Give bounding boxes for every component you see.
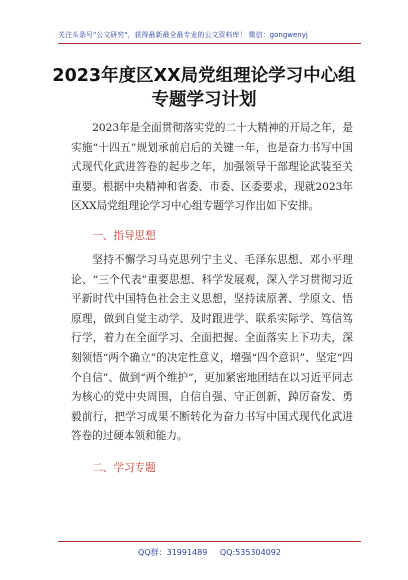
footer-qq: QQ:535304092: [219, 548, 281, 557]
header-banner[interactable]: 关注头条号"公文研究"，获得最新最全最专业的公文资料库！ 微信：gongwenyj: [58, 31, 308, 39]
header-divider: [58, 43, 361, 44]
footer-divider: [58, 541, 361, 542]
title-line-2: 专题学习计划: [151, 90, 257, 110]
document-title: [40, 64, 368, 112]
guiding-ideology-paragraph: 坚持不懈学习马克思列宁主义、毛泽东思想、邓小平理论、“三个代表”重要思想、科学发展观，深入学习贯彻习近平新时代中国特色社会主义思想，坚持读原著、学原文、悟原理，做到自觉主动学、及时跟进学、联系实际学、笃信笃行学，着力在全面学习、全面把握、全面落实上下功夫，深刻领悟“两个确立”的决定性意义，增强“四个意识”、坚定“四个自信”、做到“两个维护”，更加紧密地团结在以习近平同志为核心的党中央周围，自信自强、守正创新，踔厉奋发、勇毅前行，把学习成果不断转化为奋力书写中国式现代化武进答卷的过硬本领和能力。: [71, 253, 353, 443]
section-heading-guiding-ideology: 一、指导思想: [92, 229, 156, 242]
section-heading-study-topics: 二、学习专题: [92, 461, 156, 474]
document-body: [71, 119, 353, 483]
footer-qq-group: QQ群：31991489: [138, 548, 208, 557]
title-line-1: 2023年度区XX局党组理论学习中心组: [52, 66, 356, 86]
footer-contact: [58, 546, 361, 560]
intro-paragraph: 2023年是全面贯彻落实党的二十大精神的开局之年，是实施“十四五”规划承前启后的关键一年，也是奋力书写中国式现代化武进答卷的起步之年，加强领导干部理论武装至关重要。根据中央精神和省委、市委、区委要求，现就2023年区XX局党组理论学习中心组专题学习作出如下安排。: [71, 122, 353, 213]
